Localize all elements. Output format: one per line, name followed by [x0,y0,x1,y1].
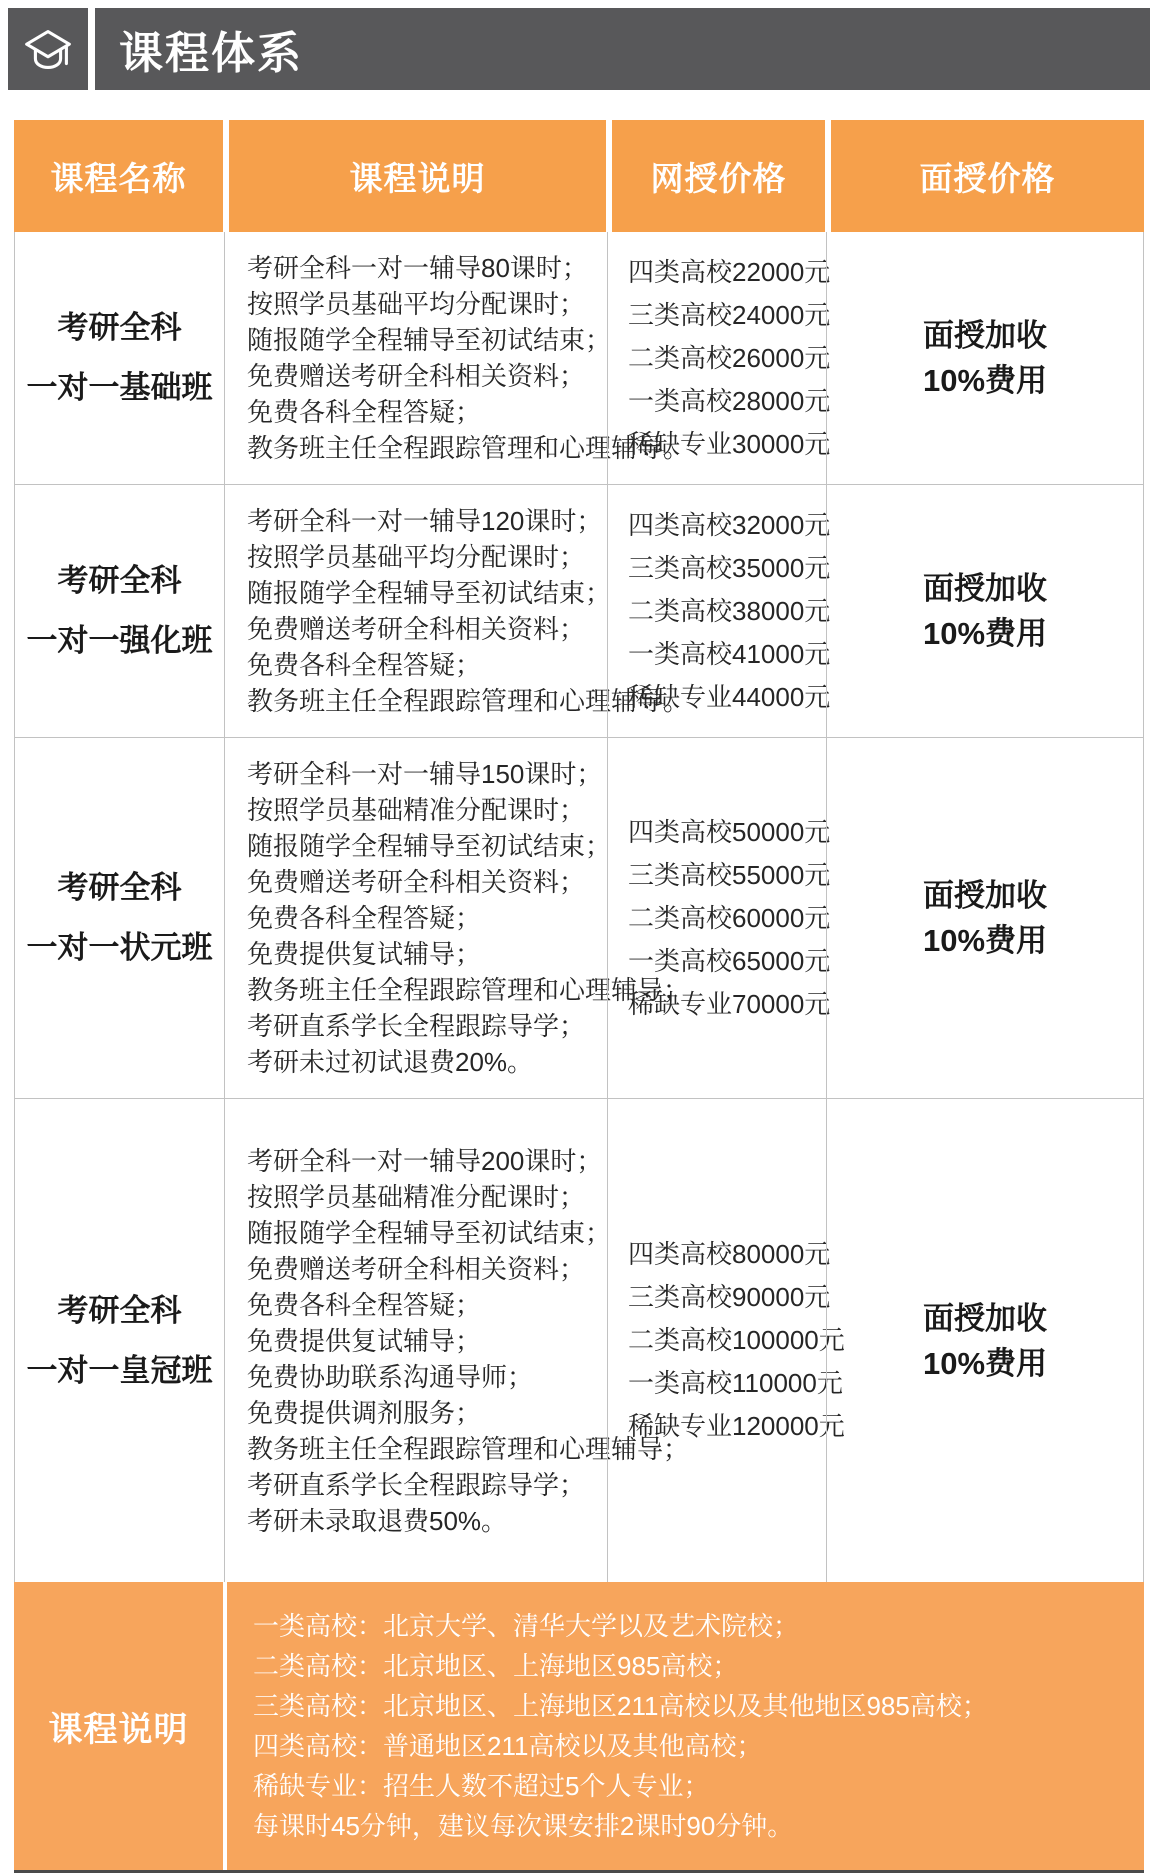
offline-price [826,1099,1143,1582]
footer-note-line: 每课时45分钟，建议每次课安排2课时90分钟。 [253,1811,794,1841]
column-header-online-price: 网授价格 [606,120,825,232]
description-line: 免费各科全程答疑； [247,1289,482,1320]
online-price-line: 三类高校90000元 [628,1282,831,1312]
description-line: 考研全科一对一辅导200课时； [247,1145,603,1176]
description-line: 教务班主任全程跟踪管理和心理辅导； [247,1433,690,1464]
footer-note-line: 一类高校：北京大学、清华大学以及艺术院校； [253,1611,800,1641]
description-line: 免费赠送考研全科相关资料； [247,614,586,644]
online-price-line: 二类高校38000元 [628,595,831,626]
course-row-intensive [15,485,1143,738]
description-line: 考研未过初试退费20%。 [247,1047,534,1077]
description-line: 随报随学全程辅导至初试结束； [247,578,612,608]
online-price-line: 二类高校26000元 [628,342,831,373]
course-name-line: 一对一皇冠班 [26,1352,213,1388]
offline-price [826,485,1143,737]
footer-note-line: 三类高校：北京地区、上海地区211高校以及其他地区985高校； [253,1691,988,1721]
online-price-line: 稀缺专业44000元 [628,681,831,712]
online-price-list [607,1099,845,1582]
online-price-line: 一类高校110000元 [628,1368,843,1398]
online-price-line: 一类高校65000元 [628,945,831,976]
offline-price-line: 面授加收 [923,318,1047,353]
description-line: 免费各科全程答疑； [247,397,482,427]
description-line: 免费赠送考研全科相关资料； [247,1253,586,1284]
course-name [15,485,224,737]
footer-note-line: 稀缺专业：招生人数不超过5个人专业； [253,1771,710,1801]
description-line: 考研直系学长全程跟踪导学； [247,1469,586,1500]
column-header-course-name: 课程名称 [14,120,223,232]
course-name [15,1099,224,1582]
online-price-list [607,485,831,737]
offline-price-line: 面授加收 [923,1300,1047,1336]
online-price-line: 三类高校24000元 [628,299,831,330]
graduation-cap-icon [17,18,79,80]
description-line: 随报随学全程辅导至初试结束； [247,325,612,355]
description-line: 教务班主任全程跟踪管理和心理辅导。 [247,433,690,463]
offline-price-line: 面授加收 [923,878,1047,913]
description-line: 随报随学全程辅导至初试结束； [247,1217,612,1248]
description-line: 免费各科全程答疑； [247,650,482,680]
course-description [224,232,690,484]
description-line: 教务班主任全程跟踪管理和心理辅导； [247,975,690,1005]
description-line: 免费赠送考研全科相关资料； [247,867,586,897]
column-header-offline-price: 面授价格 [825,120,1144,232]
description-line: 按照学员基础精准分配课时； [247,1181,586,1212]
online-price-line: 一类高校28000元 [628,385,831,416]
online-price-list [607,738,831,1098]
course-description [224,738,690,1098]
footer-notes [223,1582,1144,1870]
offline-price-line: 面授加收 [923,571,1047,606]
description-line: 免费协助联系沟通导师； [247,1361,534,1392]
logo-box [8,8,88,90]
course-row-crown [15,1099,1143,1582]
course-name [15,738,224,1098]
title-bar [95,8,1150,90]
online-price-line: 四类高校50000元 [628,816,831,847]
footer-label: 课程说明 [48,1710,189,1749]
course-description [224,1099,690,1582]
online-price-line: 一类高校41000元 [628,638,831,669]
column-header-description: 课程说明 [223,120,606,232]
description-line: 考研全科一对一辅导120课时； [247,506,603,536]
description-line: 按照学员基础平均分配课时； [247,542,586,572]
page [0,8,1158,1873]
online-price-line: 稀缺专业120000元 [628,1411,845,1441]
offline-price [826,738,1143,1098]
offline-price [826,232,1143,484]
course-name-line: 一对一状元班 [26,930,213,965]
description-line: 考研全科一对一辅导150课时； [247,759,603,789]
course-name-line: 考研全科 [57,310,182,345]
description-line: 考研全科一对一辅导80课时； [247,253,588,283]
description-line: 免费提供复试辅导； [247,1325,482,1356]
description-line: 考研未录取退费50%。 [247,1505,508,1536]
online-price-line: 四类高校32000元 [628,509,831,540]
online-price-line: 稀缺专业30000元 [628,428,831,459]
offline-price-line: 10%费用 [922,616,1048,651]
course-row-champion [15,738,1143,1099]
description-line: 免费提供调剂服务； [247,1397,482,1428]
course-name-line: 考研全科 [57,870,182,905]
online-price-list [607,232,831,484]
description-line: 免费各科全程答疑； [247,903,482,933]
online-price-line: 二类高校60000元 [628,902,831,933]
course-description [224,485,690,737]
online-price-line: 三类高校35000元 [628,552,831,583]
online-price-line: 二类高校100000元 [628,1325,845,1355]
description-line: 免费赠送考研全科相关资料； [247,361,586,391]
offline-price-line: 10%费用 [922,1345,1048,1381]
description-line: 免费提供复试辅导； [247,939,482,969]
footer-note-row [14,1582,1144,1873]
online-price-line: 稀缺专业70000元 [628,988,831,1019]
description-line: 教务班主任全程跟踪管理和心理辅导。 [247,686,690,716]
pricing-table [14,120,1144,1873]
footer-note-line: 二类高校：北京地区、上海地区985高校； [253,1651,739,1681]
course-name-line: 一对一强化班 [26,623,213,658]
online-price-line: 三类高校55000元 [628,859,831,890]
offline-price-line: 10%费用 [922,923,1048,958]
course-row-basic [15,232,1143,485]
online-price-line: 四类高校80000元 [628,1239,831,1269]
table-header-row [14,120,1144,232]
course-name-line: 考研全科 [57,563,182,598]
page-title: 课程体系 [119,29,303,78]
course-name-line: 考研全科 [57,1292,182,1328]
footer-note-line: 四类高校：普通地区211高校以及其他高校； [253,1731,763,1761]
course-name [15,232,224,484]
description-line: 随报随学全程辅导至初试结束； [247,831,612,861]
description-line: 按照学员基础平均分配课时； [247,289,586,319]
description-line: 按照学员基础精准分配课时； [247,795,586,825]
course-name-line: 一对一基础班 [26,370,213,405]
table-body [14,232,1144,1582]
offline-price-line: 10%费用 [922,363,1048,398]
online-price-line: 四类高校22000元 [628,256,831,287]
header-bar [8,8,1150,90]
description-line: 考研直系学长全程跟踪导学； [247,1011,586,1041]
